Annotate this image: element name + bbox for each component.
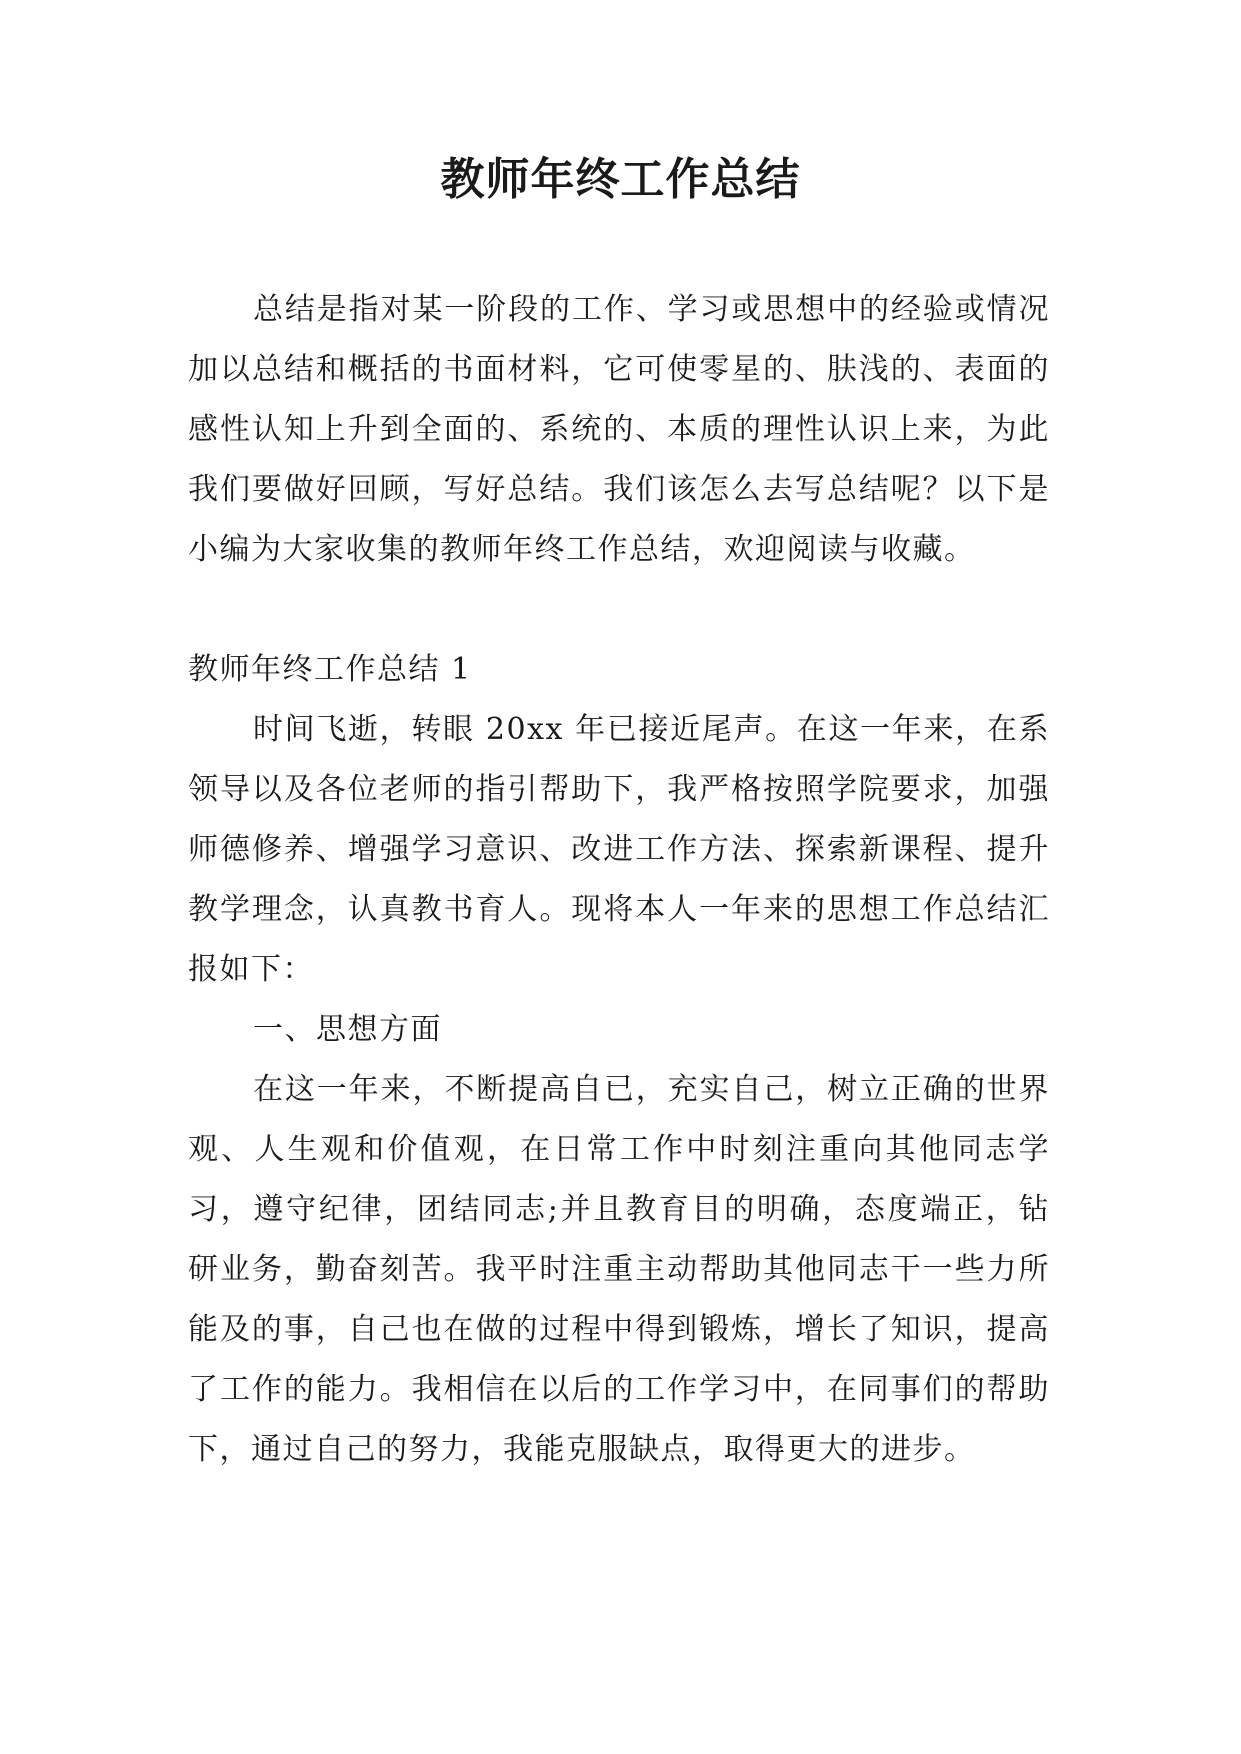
body-paragraph: 时间飞逝，转眼 20xx 年已接近尾声。在这一年来，在系领导以及各位老师的指引帮助下，我严格按照学院要求，加强师德修养、增强学习意识、改进工作方法、探索新课程、提升教学理念，认真教书育人。现将本人一年来的思想工作总结汇报如下：	[188, 712, 1050, 987]
body-paragraph: 在这一年来，不断提高自已，充实自己，树立正确的世界观、人生观和价值观，在日常工作中时刻注重向其他同志学习，遵守纪律，团结同志;并且教育目的明确，态度端正，钻研业务，勤奋刻苦。我平时注重主动帮助其他同志干一些力所能及的事，自己也在做的过程中得到锻炼，增长了知识，提高了工作的能力。我相信在以后的工作学习中，在同事们的帮助下，通过自己的努力，我能克服缺点，取得更大的进步。	[188, 1072, 1050, 1467]
section-heading: 教师年终工作总结 1	[188, 652, 472, 687]
paragraph-spacer	[188, 580, 1050, 640]
document-body	[188, 280, 1050, 1480]
document-title: 教师年终工作总结	[440, 154, 801, 205]
intro-paragraph: 总结是指对某一阶段的工作、学习或思想中的经验或情况加以总结和概括的书面材料，它可使零星的、肤浅的、表面的感性认知上升到全面的、系统的、本质的理性认识上来，为此我们要做好回顾，写好总结。我们该怎么去写总结呢？以下是小编为大家收集的教师年终工作总结，欢迎阅读与收藏。	[188, 292, 1050, 567]
subheading: 一、思想方面	[253, 1012, 442, 1047]
